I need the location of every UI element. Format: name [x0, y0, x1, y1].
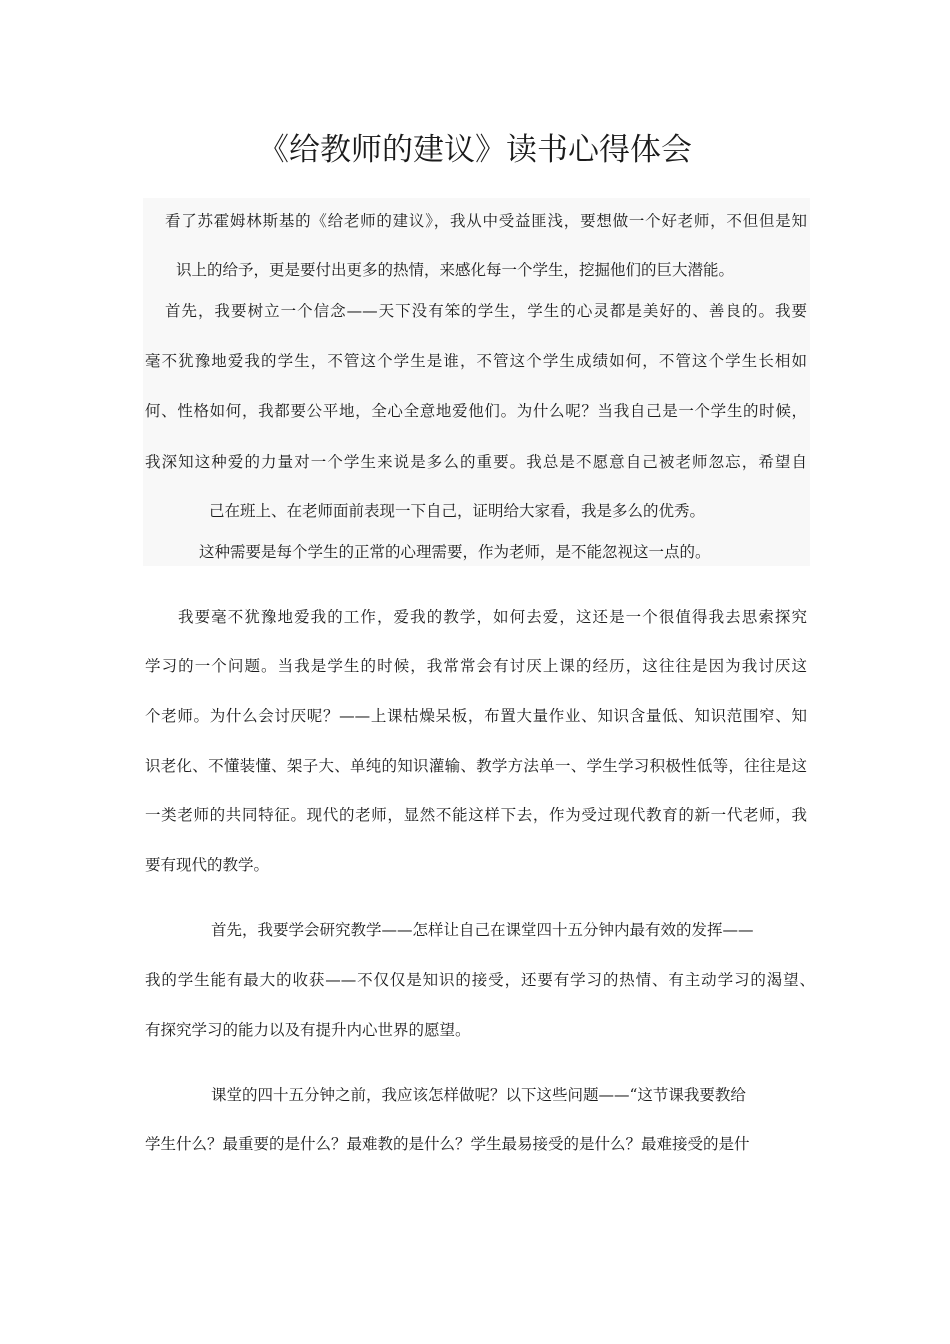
text-line: 识老化、不懂装懂、架子大、单纯的知识灌输、教学方法单一、学生学习积极性低等，往往是这 — [145, 757, 807, 775]
text-line: 何、性格如何，我都要公平地，全心全意地爱他们。为什么呢？当我自己是一个学生的时候， — [145, 402, 807, 420]
text-line: 要有现代的教学。 — [145, 856, 270, 874]
text-line: 有探究学习的能力以及有提升内心世界的愿望。 — [145, 1021, 471, 1039]
text-line: 我深知这种爱的力量对一个学生来说是多么的重要。我总是不愿意自己被老师忽忘，希望自 — [145, 453, 807, 471]
text-line: 个老师。为什么会讨厌呢？——上课枯燥呆板，布置大量作业、知识含量低、知识范围窄、知 — [145, 707, 807, 725]
text-line: 一类老师的共同特征。现代的老师，显然不能这样下去，作为受过现代教育的新一代老师，我 — [145, 806, 807, 824]
text-line: 己在班上、在老师面前表现一下自己，证明给大家看，我是多么的优秀。 — [209, 502, 706, 520]
text-line: 学习的一个问题。当我是学生的时候，我常常会有讨厌上课的经历，这往往是因为我讨厌这 — [145, 657, 807, 675]
text-line: 这种需要是每个学生的正常的心理需要，作为老师，是不能忽视这一点的。 — [199, 543, 711, 561]
text-line: 学生什么？最重要的是什么？最难教的是什么？学生最易接受的是什么？最难接受的是什 — [145, 1135, 750, 1153]
text-line: 首先，我要树立一个信念——天下没有笨的学生，学生的心灵都是美好的、善良的。我要 — [165, 302, 807, 320]
text-line: 识上的给予，更是要付出更多的热情，来感化每一个学生，挖掘他们的巨大潜能。 — [176, 261, 735, 279]
text-line: 我的学生能有最大的收获——不仅仅是知识的接受，还要有学习的热情、有主动学习的渴望、 — [145, 971, 815, 989]
text-line: 我要毫不犹豫地爱我的工作，爱我的教学，如何去爱，这还是一个很值得我去思索探究 — [178, 608, 807, 626]
text-line: 课堂的四十五分钟之前，我应该怎样做呢？以下这些问题——“这节课我要教给 — [211, 1086, 746, 1104]
document-title: 《给教师的建议》读书心得体会 — [258, 132, 692, 168]
text-line: 毫不犹豫地爱我的学生，不管这个学生是谁，不管这个学生成绩如何，不管这个学生长相如 — [145, 352, 807, 370]
text-line: 首先，我要学会研究教学——怎样让自己在课堂四十五分钟内最有效的发挥—— — [211, 921, 754, 939]
text-line: 看了苏霍姆林斯基的《给老师的建议》，我从中受益匪浅，要想做一个好老师，不但但是知 — [165, 212, 807, 230]
